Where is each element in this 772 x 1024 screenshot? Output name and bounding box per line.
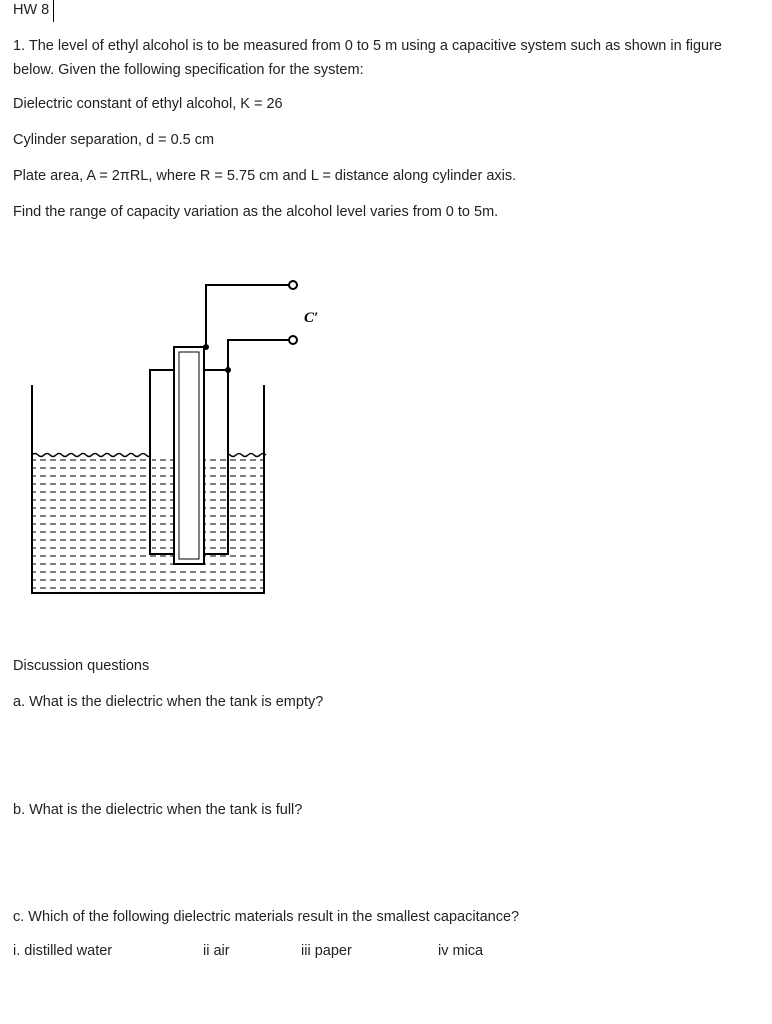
spec-cylinder-separation: Cylinder separation, d = 0.5 cm <box>13 132 215 148</box>
liquid-fill <box>32 455 264 593</box>
problem-statement: 1. The level of ethyl alcohol is to be measured from 0 to 5 m using a capacitive system such as shown in figure below. Given the following specification for the system: <box>13 38 722 78</box>
capacitive-level-diagram <box>0 270 320 600</box>
discussion-heading: Discussion questions <box>13 658 150 674</box>
document-title: HW 8 <box>0 0 54 22</box>
option-air: ii air <box>203 943 230 959</box>
spec-dielectric-constant: Dielectric constant of ethyl alcohol, K = 26 <box>13 96 283 112</box>
question-c: c. Which of the following dielectric materials result in the smallest capacitance? <box>13 909 520 925</box>
find-instruction: Find the range of capacity variation as the alcohol level varies from 0 to 5m. <box>13 204 499 220</box>
option-mica: iv mica <box>438 943 484 959</box>
question-b: b. What is the dielectric when the tank is full? <box>13 802 303 818</box>
spec-plate-area: Plate area, A = 2πRL, where R = 5.75 cm and L = distance along cylinder axis. <box>13 168 517 184</box>
option-distilled-water: i. distilled water <box>13 943 113 959</box>
terminal-bottom <box>289 336 297 344</box>
question-a: a. What is the dielectric when the tank is empty? <box>13 694 324 710</box>
lead-inner <box>206 285 290 347</box>
terminal-top <box>289 281 297 289</box>
option-paper: iii paper <box>301 943 352 959</box>
capacitor-label: C′ <box>304 310 319 326</box>
lead-outer <box>228 340 290 370</box>
